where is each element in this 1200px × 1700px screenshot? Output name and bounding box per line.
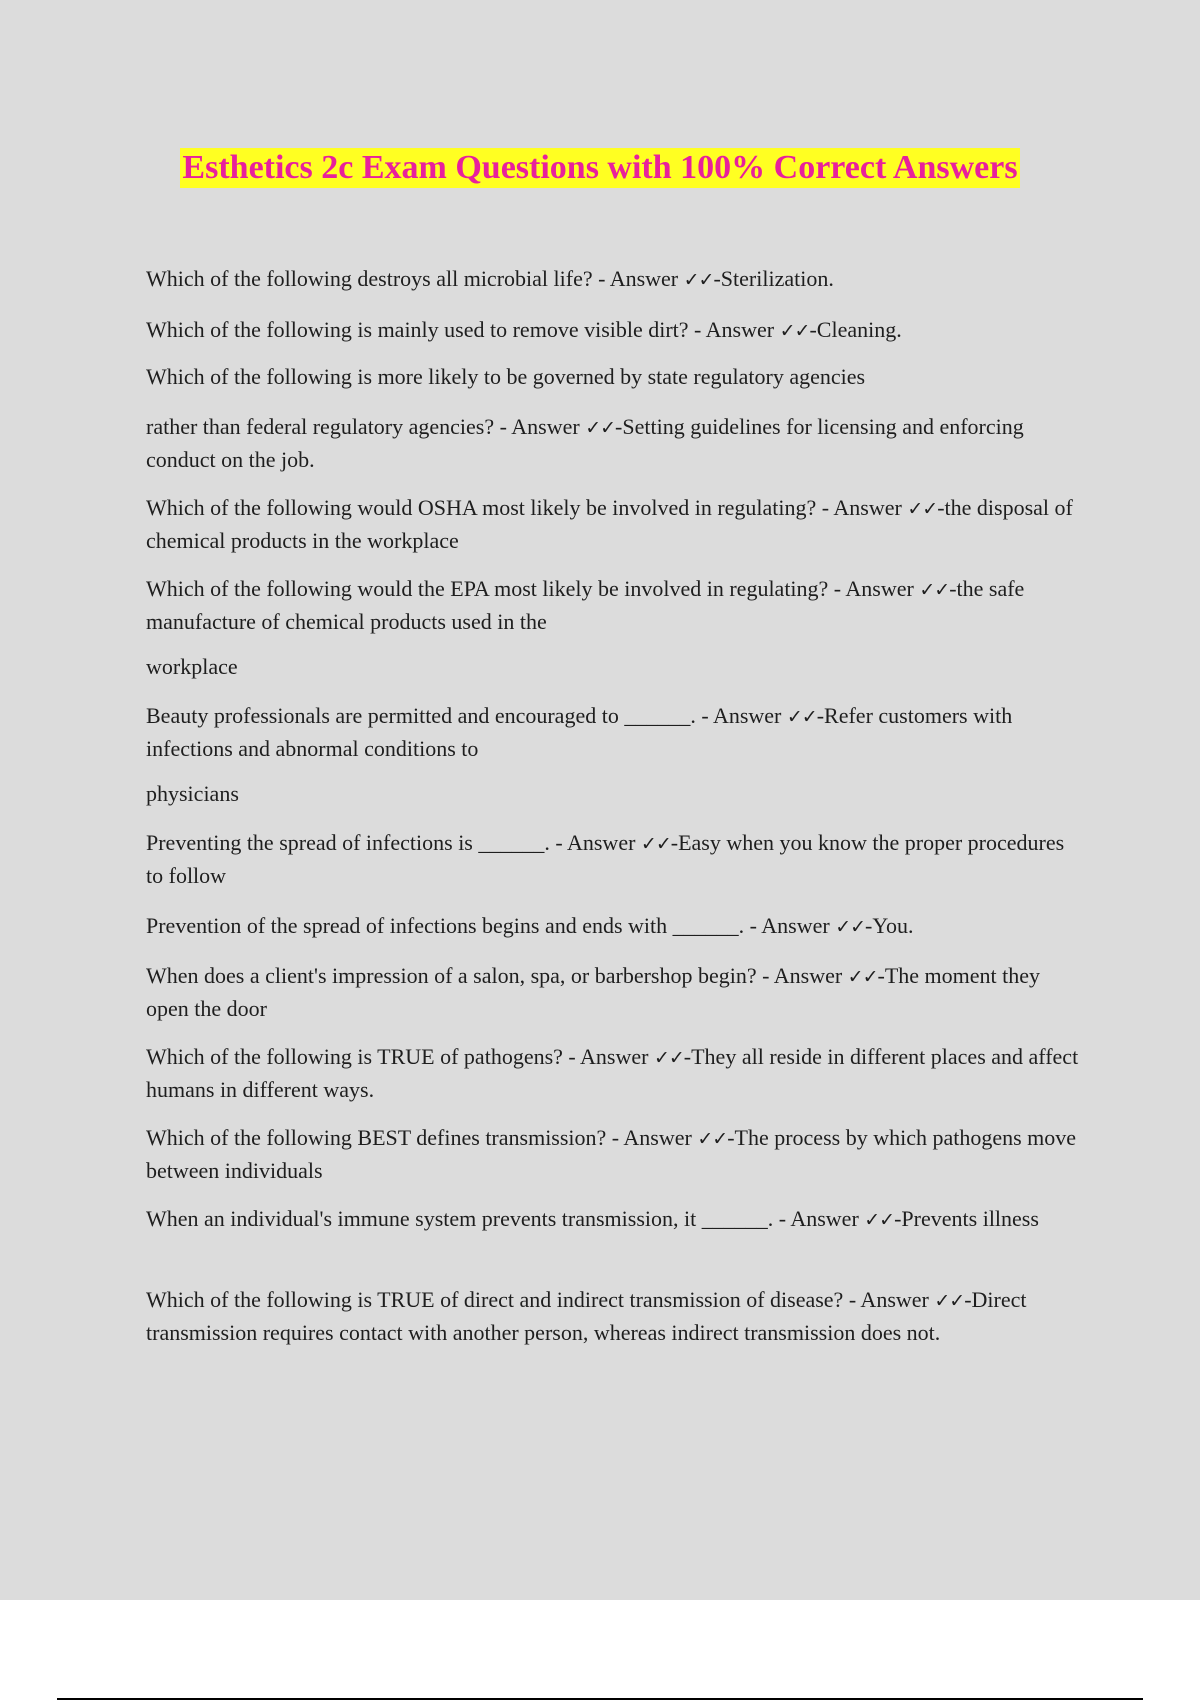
qa-item	[146, 492, 1086, 557]
qa-item	[146, 651, 1086, 683]
check-mark-icon: ✓✓	[919, 579, 950, 601]
check-mark-icon: ✓✓	[697, 1128, 728, 1150]
document-title: Esthetics 2c Exam Questions with 100% Correct Answers	[182, 149, 1018, 186]
check-mark-icon: ✓✓	[864, 1209, 895, 1231]
qa-item	[146, 960, 1086, 1025]
answer-text: -Easy when you know the proper procedures to follow	[146, 830, 1065, 888]
qa-item	[146, 314, 1086, 347]
check-mark-icon: ✓✓	[640, 833, 671, 855]
question-text: Which of the following would the EPA most likely be involved in regulating? - Answer	[146, 576, 920, 601]
qa-item	[146, 573, 1086, 638]
title-wrap	[0, 148, 1200, 188]
question-text: Preventing the spread of infections is ______. - Answer	[146, 830, 641, 855]
check-mark-icon: ✓✓	[934, 1290, 965, 1312]
check-mark-icon: ✓✓	[585, 417, 616, 439]
check-mark-icon: ✓✓	[683, 269, 714, 291]
qa-item	[146, 1203, 1086, 1236]
answer-text: -Refer customers with infections and abnormal conditions to	[146, 703, 1013, 761]
question-text: Which of the following BEST defines transmission? - Answer	[146, 1125, 698, 1150]
answer-text: -Prevents illness	[894, 1206, 1039, 1231]
check-mark-icon: ✓✓	[786, 706, 817, 728]
answer-text: -Direct transmission requires contact with another person, whereas indirect transmission does not.	[146, 1287, 1027, 1345]
qa-item	[146, 263, 1086, 296]
answer-text: -They all reside in different places and affect humans in different ways.	[146, 1044, 1079, 1102]
question-text: Beauty professionals are permitted and encouraged to ______. - Answer	[146, 703, 787, 728]
question-text: workplace	[146, 654, 238, 679]
answer-text: -The moment they open the door	[146, 963, 1041, 1021]
question-text: rather than federal regulatory agencies? - Answer	[146, 414, 586, 439]
answer-text: -Sterilization.	[713, 266, 834, 291]
question-text: Which of the following destroys all microbial life? - Answer	[146, 266, 684, 291]
check-mark-icon: ✓✓	[907, 498, 938, 520]
question-text: Which of the following would OSHA most likely be involved in regulating? - Answer	[146, 495, 908, 520]
question-text: Which of the following is more likely to be governed by state regulatory agencies	[146, 364, 866, 389]
qa-item	[146, 1122, 1086, 1187]
answer-text: -Setting guidelines for licensing and enforcing conduct on the job.	[146, 414, 1024, 472]
answer-text: -the disposal of chemical products in the workplace	[146, 495, 1073, 553]
answer-text: -The process by which pathogens move between individuals	[146, 1125, 1077, 1183]
check-mark-icon: ✓✓	[835, 916, 866, 938]
qa-item	[146, 700, 1086, 765]
answer-text: -the safe manufacture of chemical products used in the	[146, 576, 1025, 634]
qa-item	[146, 778, 1086, 810]
question-text: Prevention of the spread of infections begins and ends with ______. - Answer	[146, 913, 836, 938]
check-mark-icon: ✓✓	[847, 966, 878, 988]
question-text: When an individual's immune system prevents transmission, it ______. - Answer	[146, 1206, 865, 1231]
qa-item	[146, 910, 1086, 943]
check-mark-icon: ✓✓	[653, 1047, 684, 1069]
check-mark-icon: ✓✓	[779, 320, 810, 342]
question-text: Which of the following is TRUE of direct and indirect transmission of disease? - Answer	[146, 1287, 935, 1312]
qa-item	[146, 1284, 1086, 1349]
answer-text: -You.	[865, 913, 914, 938]
qa-item	[146, 411, 1086, 476]
question-text: physicians	[146, 781, 239, 806]
qa-item	[146, 361, 1086, 393]
question-text: Which of the following is TRUE of pathogens? - Answer	[146, 1044, 654, 1069]
answer-text: -Cleaning.	[809, 317, 902, 342]
question-text: Which of the following is mainly used to remove visible dirt? - Answer	[146, 317, 780, 342]
question-text: When does a client's impression of a salon, spa, or barbershop begin? - Answer	[146, 963, 848, 988]
qa-item	[146, 827, 1086, 892]
qa-item	[146, 1041, 1086, 1106]
